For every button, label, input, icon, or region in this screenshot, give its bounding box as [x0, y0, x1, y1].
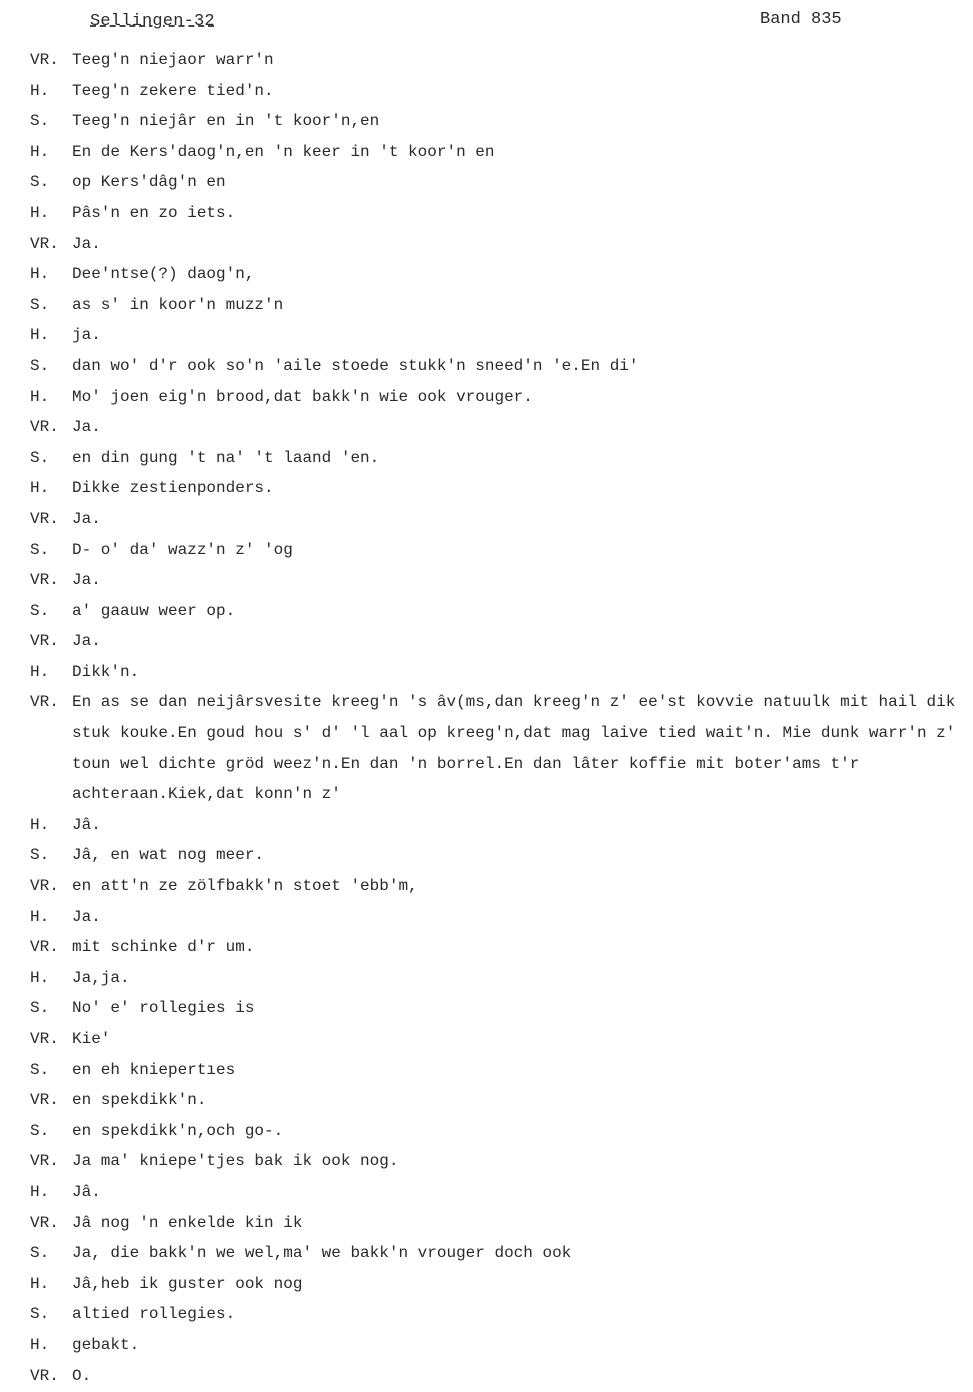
line-text: en eh kniepertıes [72, 1060, 236, 1079]
transcript-line [30, 565, 970, 596]
transcript-line [30, 443, 970, 474]
line-text: en din gung 't na' 't laand 'en. [72, 448, 380, 467]
speaker-label: S. [30, 540, 50, 559]
speaker-label: H. [30, 326, 50, 345]
speaker-label: VR. [30, 234, 59, 253]
speaker-label: VR. [30, 509, 59, 528]
transcript-line [30, 932, 970, 963]
speaker-label: S. [30, 846, 50, 865]
transcript-line [30, 1361, 970, 1392]
transcript-line [30, 382, 970, 413]
transcript-line [30, 1085, 970, 1116]
transcript-line [30, 351, 970, 382]
transcript-line [30, 1177, 970, 1208]
speaker-label: H. [30, 479, 50, 498]
speaker-label: VR. [30, 418, 59, 437]
line-text: op Kers'dâg'n en [72, 173, 226, 192]
transcript [30, 45, 970, 1391]
transcript-line [30, 687, 970, 809]
line-text: ja. [72, 326, 101, 345]
speaker-label: VR. [30, 1030, 59, 1048]
transcript-line [30, 810, 970, 841]
line-text: a' gaauw weer op. [72, 601, 236, 620]
line-text: Pâs'n en zo iets. [72, 203, 236, 222]
speaker-label: H. [30, 815, 50, 834]
transcript-line [30, 596, 970, 627]
line-text: Teeg'n niejaor warr'n [72, 51, 274, 69]
transcript-line [30, 1055, 970, 1086]
transcript-line [30, 1208, 970, 1239]
line-text: Jâ. [72, 1182, 101, 1201]
speaker-label: VR. [30, 1213, 59, 1232]
line-text: Ja. [72, 632, 101, 651]
speaker-label: S. [30, 356, 50, 375]
speaker-label: H. [30, 265, 50, 284]
speaker-label: H. [30, 968, 50, 987]
speaker-label: H. [30, 907, 50, 926]
line-text: Jâ, en wat nog meer. [72, 846, 265, 865]
transcript-line [30, 1299, 970, 1330]
speaker-label: H. [30, 1274, 50, 1293]
line-text: Ja. [72, 234, 101, 253]
speaker-label: S. [30, 1121, 50, 1140]
transcript-line [30, 137, 970, 168]
speaker-label: S. [30, 1244, 50, 1263]
transcript-line [30, 412, 970, 443]
band-number: Band 835 [760, 10, 842, 29]
line-text: Kie' [72, 1030, 111, 1048]
transcript-line [30, 626, 970, 657]
line-text: Ja. [72, 509, 101, 528]
transcript-line [30, 902, 970, 933]
line-text: dan wo' d'r ook so'n 'aile stoede stukk'n sneed'n 'e.En di' [72, 356, 639, 375]
speaker-label: S. [30, 601, 50, 620]
line-text: En de Kers'daog'n,en 'n keer in 't koor'n en [72, 142, 495, 161]
line-text: en spekdikk'n,och go-. [72, 1121, 284, 1140]
speaker-label: VR. [30, 877, 59, 896]
line-text: Teeg'n niejâr en in 't koor'n,en [72, 112, 380, 131]
speaker-label: VR. [30, 1366, 59, 1385]
transcript-line [30, 229, 970, 260]
line-text: Ja. [72, 907, 101, 926]
speaker-label: VR. [30, 51, 59, 69]
line-text: Mo' joen eig'n brood,dat bakk'n wie ook vrouger. [72, 387, 533, 406]
speaker-label: S. [30, 295, 50, 314]
speaker-label: VR. [30, 693, 59, 712]
transcript-line [30, 1146, 970, 1177]
transcript-line [30, 535, 970, 566]
transcript-line [30, 198, 970, 229]
speaker-label: S. [30, 1305, 50, 1324]
speaker-label: H. [30, 662, 50, 681]
transcript-line [30, 1116, 970, 1147]
transcript-line [30, 259, 970, 290]
line-text: Ja. [72, 418, 101, 437]
speaker-label: H. [30, 387, 50, 406]
line-text: Jâ nog 'n enkelde kin ik [72, 1213, 303, 1232]
speaker-label: VR. [30, 1091, 59, 1110]
transcript-line [30, 963, 970, 994]
transcript-line [30, 1238, 970, 1269]
speaker-label: H. [30, 81, 50, 100]
speaker-label: H. [30, 142, 50, 161]
transcript-line [30, 504, 970, 535]
line-text: Ja. [72, 571, 101, 590]
speaker-label: H. [30, 1182, 50, 1201]
line-text: altied rollegies. [72, 1305, 236, 1324]
document-title: Sellingen-32 [90, 12, 215, 31]
line-text: En as se dan neijârsvesite kreeg'n 's âv(ms,dan kreeg'n z' ee'st kovvie natuulk mit hail dik stuk kouke.En goud hou s' d' 'l aal op kreeg'n,dat mag laive tied wait'n. Mie dunk warr'n z' toun wel dichte gröd weez'n.En dan 'n borrel.En dan lâter koffie mit boter'ams t'r achteraan.Kiek,dat konn'n z' [72, 693, 956, 804]
line-text: D- o' da' wazz'n z' 'og [72, 540, 293, 559]
line-text: Dee'ntse(?) daog'n, [72, 265, 255, 284]
transcript-line [30, 840, 970, 871]
transcript-line [30, 106, 970, 137]
line-text: Jâ. [72, 815, 101, 834]
line-text: Ja,ja. [72, 968, 130, 987]
line-text: as s' in koor'n muzz'n [72, 295, 284, 314]
line-text: Ja, die bakk'n we wel,ma' we bakk'n vrouger doch ook [72, 1244, 572, 1263]
speaker-label: VR. [30, 1152, 59, 1171]
transcript-line [30, 45, 970, 76]
speaker-label: H. [30, 203, 50, 222]
line-text: en att'n ze zölfbakk'n stoet 'ebb'm, [72, 877, 418, 896]
speaker-label: VR. [30, 632, 59, 651]
transcript-line [30, 167, 970, 198]
line-text: O. [72, 1366, 92, 1385]
speaker-label: VR. [30, 938, 59, 957]
speaker-label: H. [30, 1335, 50, 1354]
line-text: en spekdikk'n. [72, 1091, 207, 1110]
transcript-line [30, 657, 970, 688]
line-text: Dikke zestienponders. [72, 479, 274, 498]
line-text: Teeg'n zekere tied'n. [72, 81, 274, 100]
speaker-label: S. [30, 1060, 50, 1079]
speaker-label: VR. [30, 571, 59, 590]
transcript-line [30, 1024, 970, 1055]
line-text: mit schinke d'r um. [72, 938, 255, 957]
speaker-label: S. [30, 448, 50, 467]
line-text: No' e' rollegies is [72, 999, 255, 1018]
line-text: gebakt. [72, 1335, 140, 1354]
transcript-line [30, 871, 970, 902]
line-text: Jâ,heb ik guster ook nog [72, 1274, 303, 1293]
speaker-label: S. [30, 999, 50, 1018]
speaker-label: S. [30, 173, 50, 192]
transcript-line [30, 473, 970, 504]
transcript-line [30, 993, 970, 1024]
speaker-label: S. [30, 112, 50, 131]
transcript-line [30, 290, 970, 321]
transcript-line [30, 76, 970, 107]
line-text: Ja ma' kniepe'tjes bak ik ook nog. [72, 1152, 399, 1171]
transcript-line [30, 1330, 970, 1361]
transcript-line [30, 320, 970, 351]
transcript-line [30, 1269, 970, 1300]
line-text: Dikk'n. [72, 662, 140, 681]
